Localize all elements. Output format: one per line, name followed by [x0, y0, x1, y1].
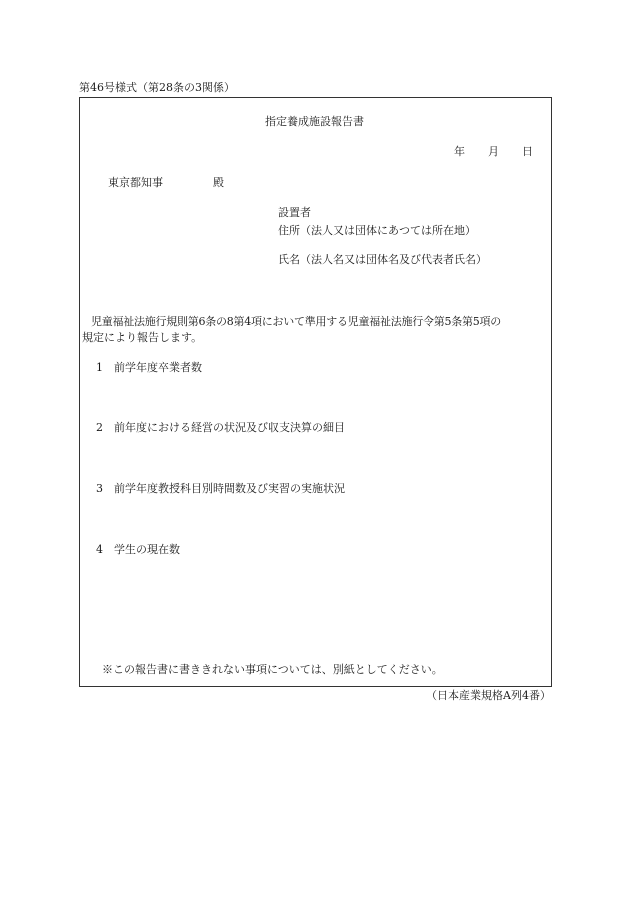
item-4-text: 学生の現在数	[114, 543, 180, 556]
addressee-honorific: 殿	[213, 176, 224, 189]
item-2-number: 2	[96, 421, 103, 434]
item-1-number: 1	[96, 361, 103, 374]
body-text-line-1: 児童福祉法施行規則第6条の8第4項において準用する児童福祉法施行令第5条第5項の	[91, 315, 501, 328]
form-number: 第46号様式（第28条の3関係）	[79, 81, 235, 94]
establisher-name-label: 氏名（法人名又は団体名及び代表者氏名）	[278, 253, 487, 266]
date-day-label: 日	[522, 145, 533, 158]
form-title: 指定養成施設報告書	[265, 115, 364, 128]
establisher-label: 設置者	[278, 206, 311, 219]
item-1-text: 前学年度卒業者数	[114, 361, 202, 374]
item-2-text: 前年度における経営の状況及び収支決算の細目	[114, 421, 345, 434]
establisher-address-label: 住所（法人又は団体にあつては所在地）	[278, 224, 476, 237]
item-3-number: 3	[96, 482, 103, 495]
addressee-name: 東京都知事	[108, 176, 163, 189]
date-year-label: 年	[454, 145, 465, 158]
paper-size-note: （日本産業規格A列4番）	[426, 689, 551, 702]
item-4-number: 4	[96, 543, 103, 556]
footnote: ※この報告書に書ききれない事項については、別紙としてください。	[102, 663, 443, 676]
item-3-text: 前学年度教授科目別時間数及び実習の実施状況	[114, 482, 345, 495]
body-text-line-2: 規定により報告します。	[82, 331, 203, 344]
date-month-label: 月	[488, 145, 499, 158]
